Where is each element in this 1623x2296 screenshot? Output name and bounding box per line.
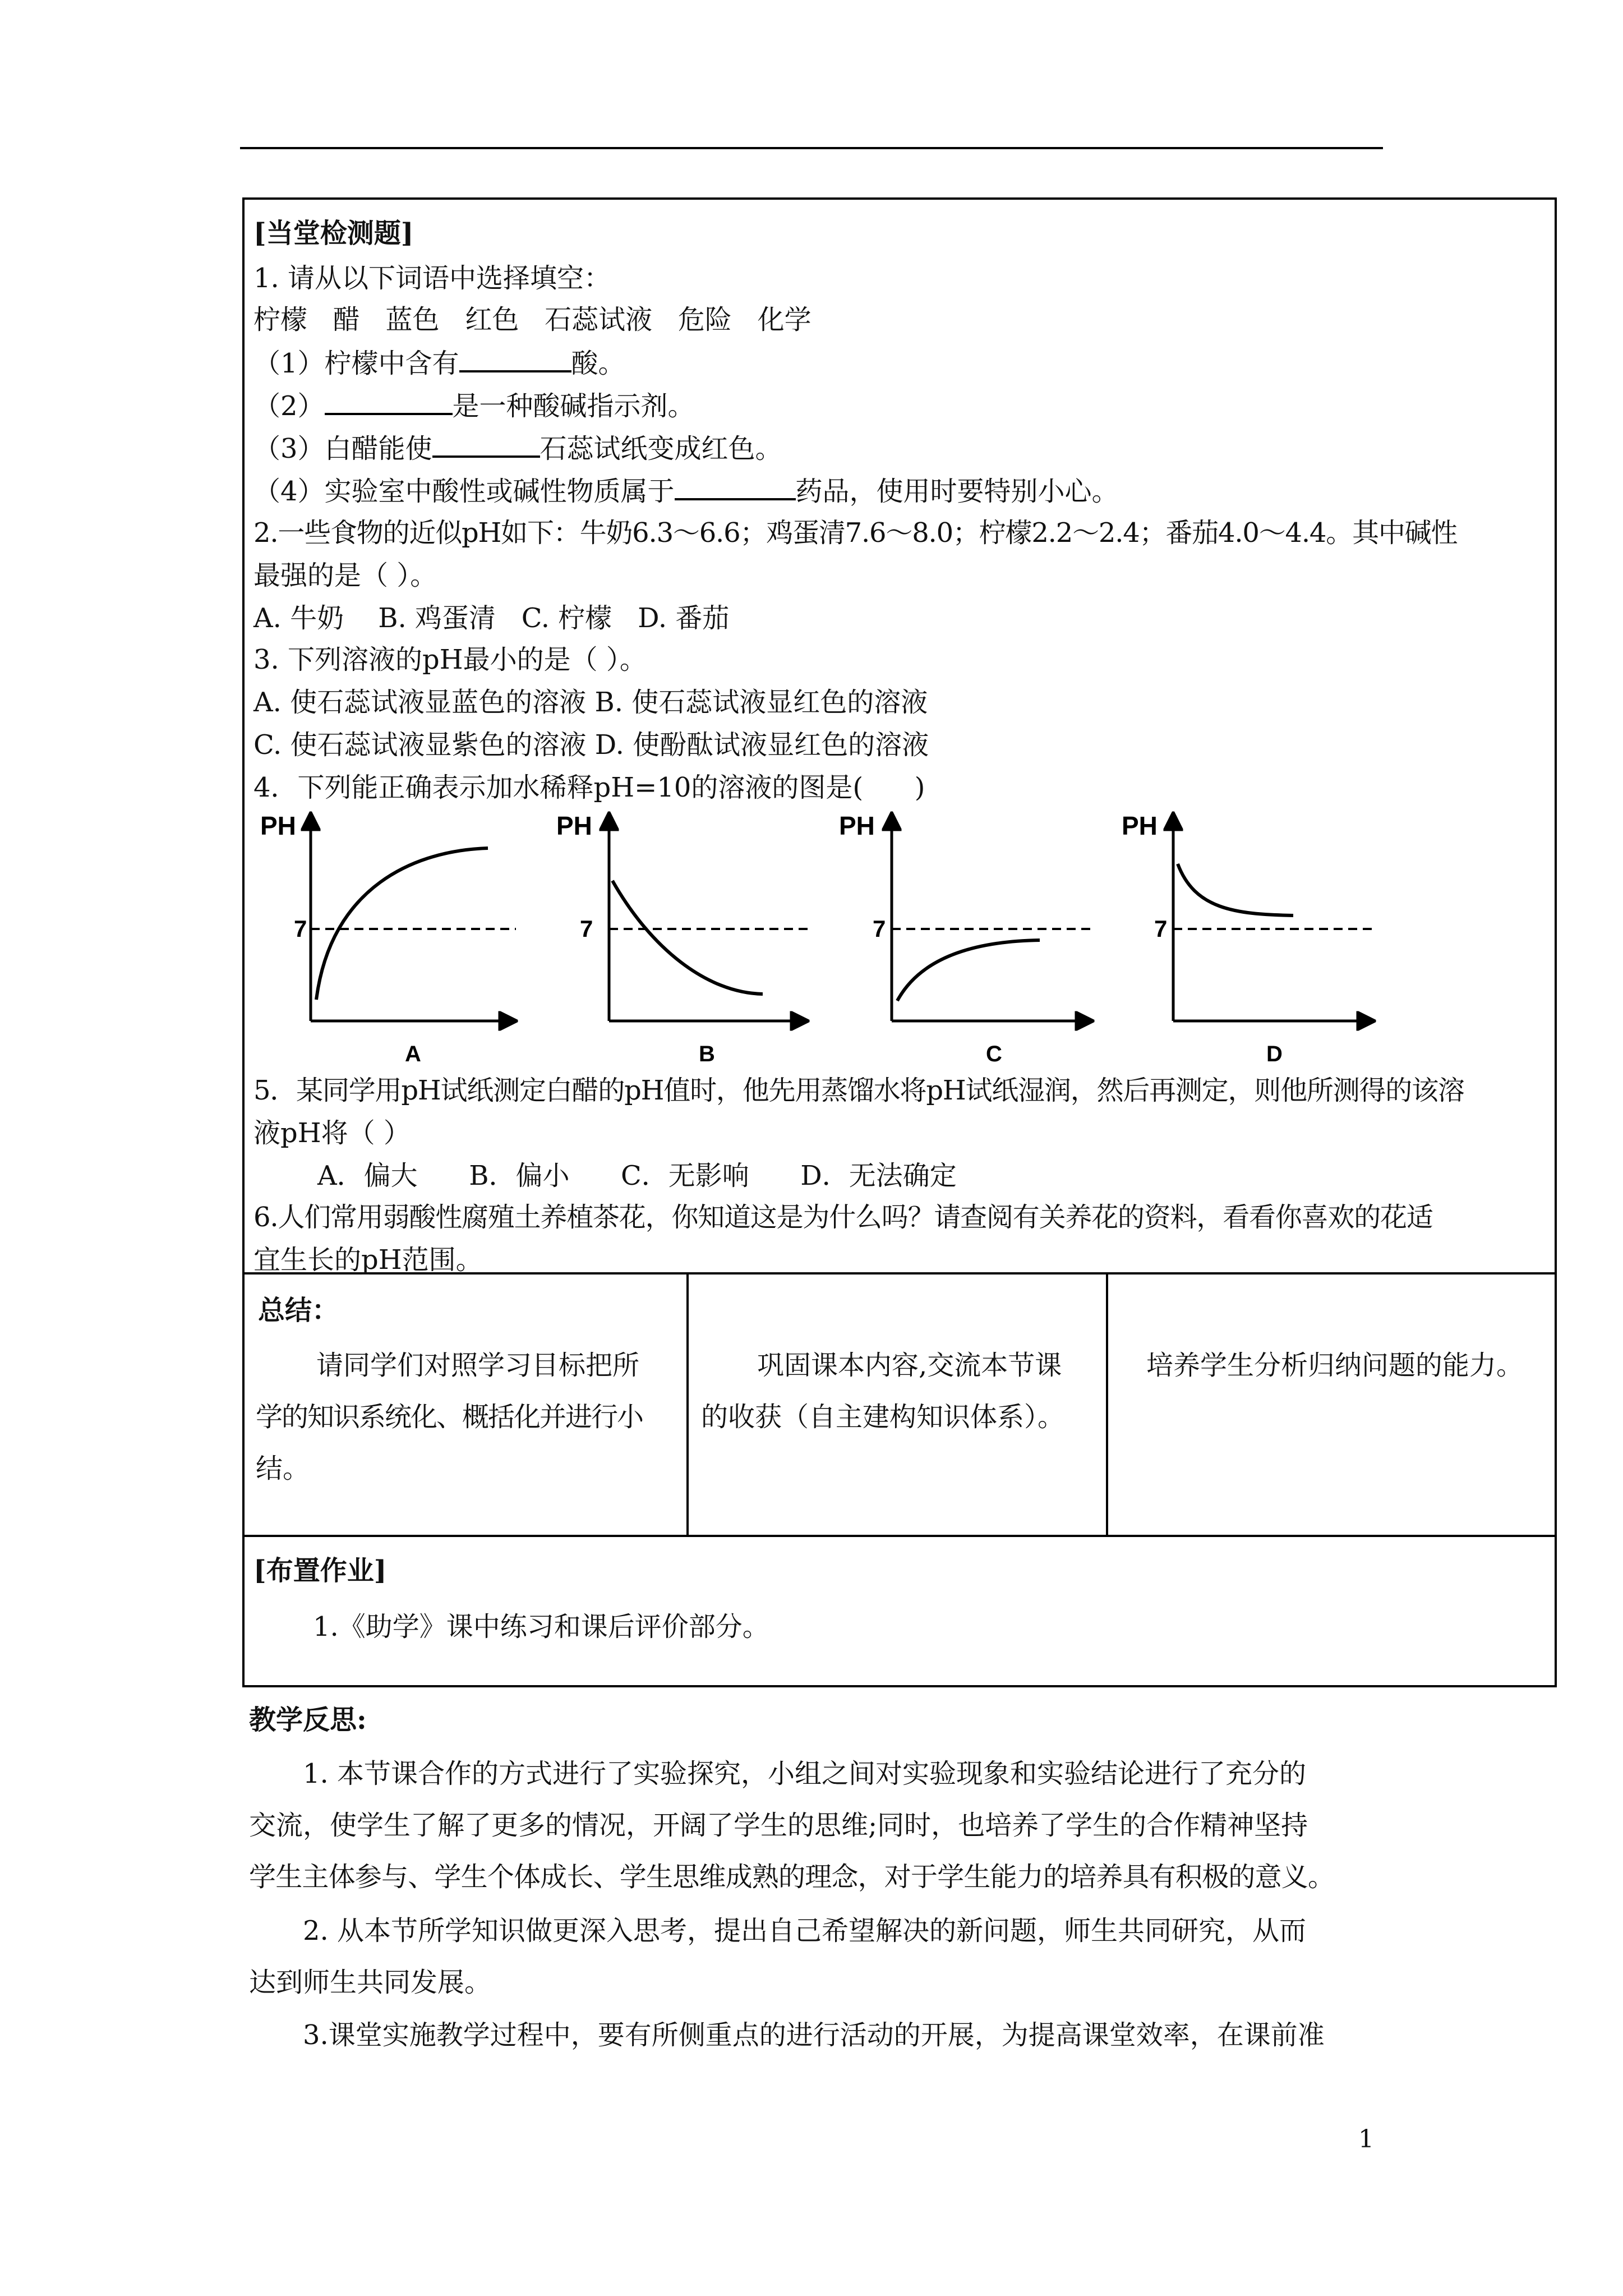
q1-sub2-text: （2） (253, 390, 325, 422)
summary-col1-line2: 学的知识系统化、概括化并进行小 (256, 1401, 643, 1433)
graph-c-ref-label: 7 (873, 915, 886, 942)
summary-col1-line1: 请同学们对照学习目标把所 (316, 1350, 640, 1381)
reflection-p1-line2: 交流，使学生了解了更多的情况，开阔了学生的思维;同时，也培养了学生的合作精神坚持 (249, 1810, 1308, 1841)
summary-col-divider-2 (1106, 1272, 1108, 1536)
q1-sub1-text: （1）柠檬中含有 (253, 348, 459, 379)
q2-line1: 2.一些食物的近似pH如下：牛奶6.3～6.6；鸡蛋清7.6～8.0；柠檬2.2～2.4；番茄4.0～4.4。其中碱性 (253, 517, 1458, 549)
q1-sub4-end: 药品，使用时要特别小心。 (795, 476, 1119, 507)
summary-label: 总结： (258, 1295, 339, 1326)
q6-line2: 宜生长的pH范围。 (253, 1244, 483, 1276)
q4-graphs (247, 797, 1413, 1066)
graph-b-axis-label: PH (556, 811, 592, 840)
graph-d-curve (1178, 864, 1293, 915)
q1-sub1 (253, 346, 625, 380)
reflection-p2-line2: 达到师生共同发展。 (249, 1967, 492, 1998)
summary-col-divider-1 (686, 1272, 689, 1536)
q1-sub3 (253, 431, 782, 466)
q1-sub2-end: 是一种酸碱指示剂。 (452, 390, 695, 422)
q1-sub3-blank[interactable] (432, 431, 540, 458)
q3-options-cd: C. 使石蕊试液显紫色的溶液 D. 使酚酞试液显红色的溶液 (253, 729, 929, 761)
graph-a-curve (316, 848, 488, 1000)
homework-heading: [布置作业] (253, 1555, 387, 1586)
q1-sub1-end: 酸。 (571, 348, 625, 379)
graph-d-ref-label: 7 (1154, 915, 1168, 942)
q4-stem: 4．下列能正确表示加水稀释pH=10的溶液的图是( ) (253, 772, 925, 803)
graph-d-axis-label: PH (1122, 811, 1158, 840)
table-divider-2 (242, 1535, 1557, 1537)
q1-sub3-text: （3）白醋能使 (253, 433, 432, 464)
q5-line2: 液pH将（ ） (253, 1117, 411, 1149)
reflection-p1-line1: 1. 本节课合作的方式进行了实验探究，小组之间对实验现象和实验结论进行了充分的 (303, 1758, 1307, 1789)
reflection-heading: 教学反思: (249, 1704, 367, 1736)
graph-a (260, 811, 516, 1066)
q3-options-ab: A. 使石蕊试液显蓝色的溶液 B. 使石蕊试液显红色的溶液 (253, 687, 928, 718)
graph-c-label: C (986, 1042, 1002, 1066)
header-rule (240, 147, 1383, 149)
graph-d (1122, 811, 1374, 1066)
q1-word-list: 柠檬 醋 蓝色 红色 石蕊试液 危险 化学 (253, 304, 811, 335)
summary-col2-line1: 巩固课本内容,交流本节课 (757, 1350, 1062, 1381)
graph-a-ref-label: 7 (294, 915, 307, 942)
graph-b-ref-label: 7 (580, 915, 593, 942)
reflection-p1-line3: 学生主体参与、学生个体成长、学生思维成熟的理念，对于学生能力的培养具有积极的意义。 (249, 1861, 1335, 1893)
q1-sub3-end: 石蕊试纸变成红色。 (540, 433, 782, 464)
graph-c-axis-label: PH (839, 811, 875, 840)
graph-b (556, 811, 808, 1066)
homework-item: 1.《助学》课中练习和课后评价部分。 (313, 1611, 769, 1642)
q1-sub2 (253, 388, 695, 423)
q3-stem: 3. 下列溶液的pH最小的是（ ）。 (253, 644, 647, 675)
page-number: 1 (1358, 2125, 1374, 2154)
q1-sub4-text: （4）实验室中酸性或碱性物质属于 (253, 476, 675, 507)
q1-sub2-blank[interactable] (325, 388, 453, 415)
graph-a-axis-label: PH (260, 811, 296, 840)
reflection-p2-line1: 2. 从本节所学知识做更深入思考，提出自己希望解决的新问题，师生共同研究，从而 (303, 1915, 1307, 1947)
q1-stem: 1. 请从以下词语中选择填空： (253, 263, 611, 294)
graph-b-label: B (699, 1042, 715, 1066)
summary-col2-line2: 的收获（自主建构知识体系）。 (701, 1401, 1065, 1433)
q2-line2: 最强的是（ ）。 (253, 560, 437, 591)
q5-options: A．偏大 B．偏小 C．无影响 D．无法确定 (317, 1160, 957, 1191)
graph-c (839, 811, 1092, 1066)
graph-d-label: D (1266, 1042, 1283, 1066)
summary-col1-line3: 结。 (256, 1453, 310, 1484)
q2-options: A. 牛奶 B. 鸡蛋清 C. 柠檬 D. 番茄 (253, 602, 730, 634)
reflection-p3-line1: 3.课堂实施教学过程中，要有所侧重点的进行活动的开展，为提高课堂效率，在课前准 (303, 2019, 1325, 2051)
graph-a-label: A (405, 1042, 421, 1066)
test-heading: [当堂检测题] (253, 218, 414, 249)
q1-sub1-blank[interactable] (459, 346, 571, 372)
graph-c-curve (897, 940, 1040, 1001)
q5-line1: 5．某同学用pH试纸测定白醋的pH值时，他先用蒸馏水将pH试纸湿润，然后再测定，则他所测得的该溶 (253, 1075, 1464, 1106)
q1-sub4 (253, 473, 1119, 508)
q6-line1: 6.人们常用弱酸性腐殖土养植茶花，你知道这是为什么吗？请查阅有关养花的资料，看看你喜欢的花适 (253, 1202, 1433, 1233)
graph-b-curve (612, 881, 763, 994)
summary-col3: 培养学生分析归纳问题的能力。 (1146, 1350, 1524, 1381)
q1-sub4-blank[interactable] (675, 473, 796, 500)
